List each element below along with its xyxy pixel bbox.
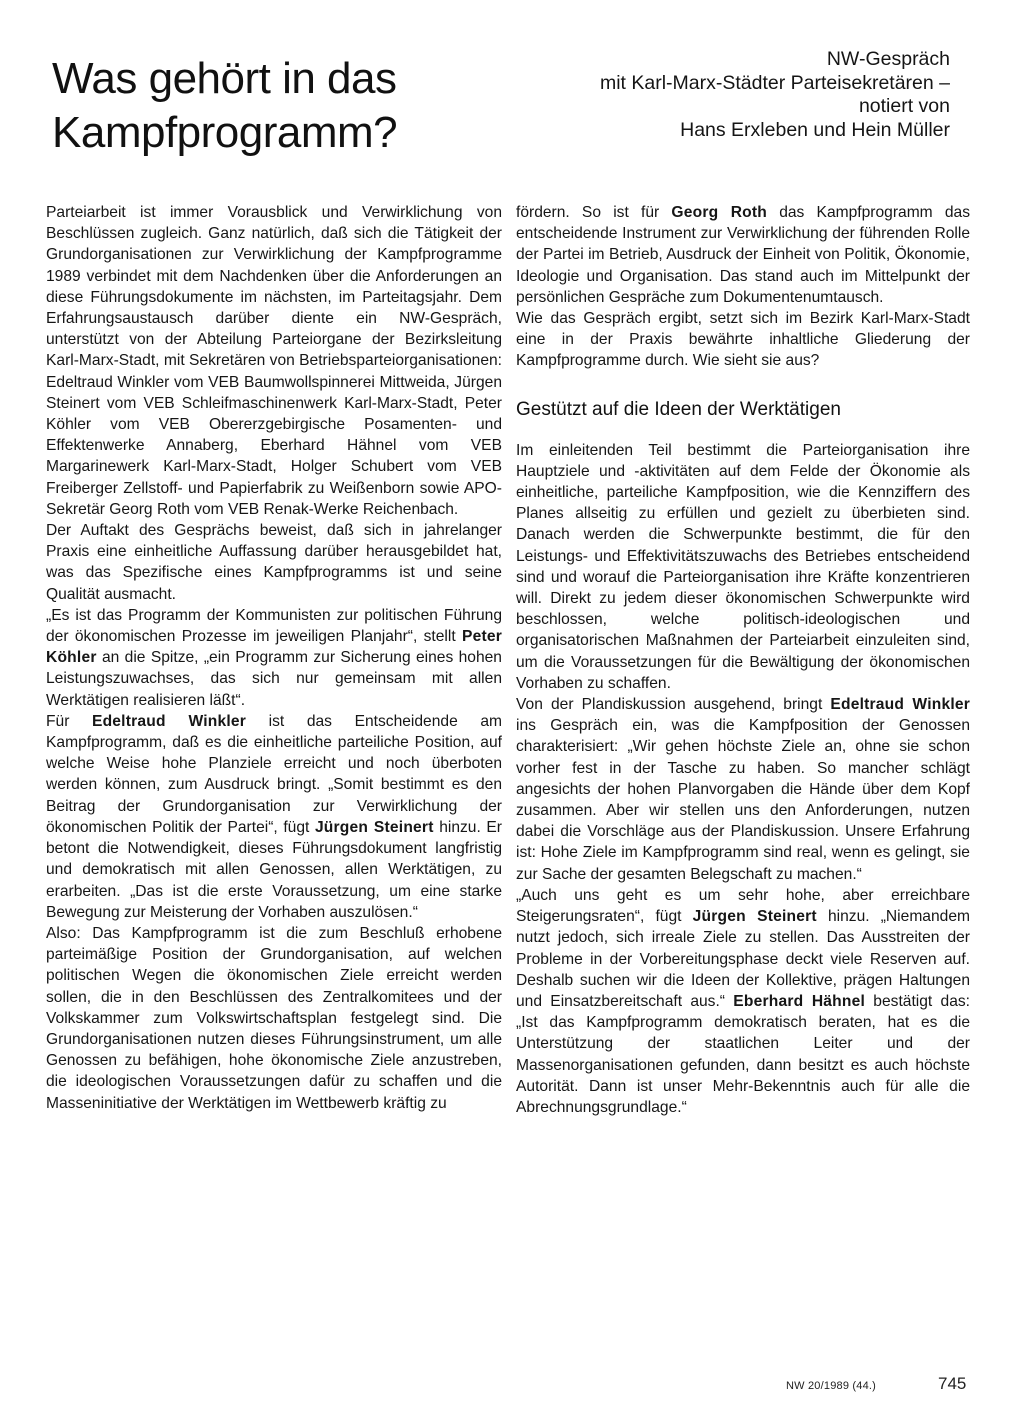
issue-reference: NW 20/1989 (44.): [786, 1380, 877, 1392]
left-paragraph-2: Der Auftakt des Gesprächs beweist, daß sich in jahrelanger Praxis eine einheitliche Auffassung darüber herausgebildet hat, was das Spezifische eines Kampfprogramms ist und seine Qualität ausmacht.: [46, 522, 502, 603]
article-title-line-2: Kampfprogramm?: [52, 108, 398, 157]
right-paragraph-3: Im einleitenden Teil bestimmt die Parteiorganisation ihre Hauptziele und -aktivitäten auf dem Felde der Ökonomie als einheitliche, parteiliche Kampfposition, wie die Kennziffern des Planes allseitig zu erfüllen und gezielt zu überbieten sind. Danach werden die Schwerpunkte bestimmt, die für den Leistungs- und Effektivitätszuwachs des Betriebes entscheidend sind und worauf die Parteiorganisation ihre Kräfte konzentrieren will. Direkt zu jedem dieser ökonomischen Schwerpunkte wird beschlossen, welche politisch-ideologischen und organisatorischen Maßnahmen der Parteiarbeit einzuleiten sind, um die Voraussetzungen für die Bewältigung der ökonomischen Vorhaben zu schaffen.: [516, 441, 970, 692]
right-paragraph-2: Wie das Gespräch ergibt, setzt sich im Bezirk Karl-Marx-Stadt eine in der Praxis bewährte inhaltliche Gliederung der Kampfprogramme durch. Wie sieht sie aus?: [516, 310, 970, 370]
byline-line-1: NW-Gespräch: [826, 48, 950, 70]
right-p1-text-a: fördern. So ist für: [516, 204, 672, 221]
right-paragraph-1: [516, 202, 970, 308]
left-paragraph-4: [46, 711, 502, 923]
article-title-line-1: Was gehört in das: [52, 54, 397, 103]
person-name-juergen-steinert-2: Jürgen Steinert: [692, 908, 817, 926]
right-p5-text-b: hinzu. „Niemandem nutzt jedoch, sich irreale Ziele zu stellen. Das Ausstreiten der Probleme in der Vorbereitungsphase deckt viele Reserven auf. Deshalb suchen wir die Ideen der Kollektive, prägen Haltungen und Einsatzbereitschaft aus.“: [516, 908, 970, 1010]
right-column: [516, 202, 970, 1118]
right-paragraph-5: [516, 885, 970, 1118]
person-name-juergen-steinert: Jürgen Steinert: [314, 818, 434, 836]
left-paragraph-5: Also: Das Kampfprogramm ist die zum Beschluß erhobene parteimäßige Position der Grundorganisation, auf welchen politischen Wegen die ökonomischen Ziele erreicht werden sollen, die in den Beschlüssen des Zentralkomitees und der Volkskammer zum Volkswirtschaftsplan festgelegt sind. Die Grundorganisationen nutzen dieses Führungsinstrument, um alle Genossen zu befähigen, hohe ökonomische Ziele anzustreben, die ideologischen Voraussetzungen dafür zu schaffen und die Masseninitiative der Werktätigen im Wettbewerb kräftig zu: [46, 924, 502, 1112]
left-paragraph-3: [46, 605, 502, 711]
left-column: [46, 202, 502, 1114]
right-p5-text-c: bestätigt das: „Ist das Kampfprogramm demokratisch beraten, hat es die Unterstützung der staatlichen Leiter und der Massenorganisationen gefunden, dann besitzt es auch höchste Autorität. Dann ist unser Mehr-Bekenntnis auch für alle die Abrechnungsgrundlage.“: [516, 992, 970, 1116]
left-paragraph-1: Parteiarbeit ist immer Vorausblick und Verwirklichung von Beschlüssen zugleich. Ganz natürlich, daß sich die Tätigkeit der Grundorganisationen zur Verwirklichung der Kampfprogramme 1989 verbindet mit dem Nachdenken über die Anforderungen an diese Führungsdokumente im nächsten, im Parteitagsjahr. Dem Erfahrungsaustausch darüber diente ein NW-Gespräch, unterstützt von der Abteilung Parteiorgane der Bezirksleitung Karl-Marx-Stadt, mit Sekretären von Betriebsparteiorganisationen: Edeltraud Winkler vom VEB Baumwollspinnerei Mittweida, Jürgen Steinert vom VEB Schleifmaschinenwerk Karl-Marx-Stadt, Peter Köhler vom VEB Obererzgebirgische Posamenten- und Effektenwerke Annaberg, Eberhard Hähnel vom VEB Margarinewerk Karl-Marx-Stadt, Holger Schubert vom VEB Freiberger Zellstoff- und Papierfabrik zu Weißenborn sowie APO-Sekretär Georg Roth vom VEB Renak-Werke Reichenbach.: [46, 204, 502, 518]
byline-line-3: notiert von: [858, 95, 950, 117]
left-p3-text-b: an die Spitze, „ein Programm zur Sicherung eines hohen Leistungszuwachses, das sich nur gemeinsam mit allen Werktätigen realisieren läßt“.: [46, 649, 502, 709]
person-name-edeltraud-winkler: Edeltraud Winkler: [91, 712, 247, 730]
right-p1-text-b: das Kampfprogramm das entscheidende Instrument zur Verwirklichung der führenden Rolle der Partei im Betrieb, Ausdruck der Einheit von Politik, Ökonomie, Ideologie und Organisation. Das stand auch im Mittelpunkt der persönlichen Gespräche zum Dokumentenumtausch.: [516, 204, 971, 306]
person-name-georg-roth: Georg Roth: [671, 204, 768, 221]
left-p3-text-a: „Es ist das Programm der Kommunisten zur politischen Führung der ökonomischen Prozesse im jeweiligen Planjahr“, stellt: [46, 606, 502, 646]
right-paragraph-4: [516, 694, 970, 885]
left-p4-text-c: hinzu. Er betont die Notwendigkeit, dieses Führungsdokument langfristig und demokratisch mit allen Genossen, allen Werktätigen, zu erarbeiten. „Das ist die erste Voraussetzung, um eine starke Bewegung zur Meisterung der Vorhaben auszulösen.“: [46, 818, 502, 921]
right-p4-text-b: ins Gespräch ein, was die Kampfposition der Genossen charakterisiert: „Wir gehen höchste Ziele an, ohne sie schon vorher fest in der Tasche zu haben. So mancher schlägt angesichts der hohen Planvorgaben die Hände über dem Kopf zusammen. Aber wir stellen uns den Anforderungen, nutzen dabei die Vorschläge aus der Plandiskussion. Unsere Erfahrung ist: Hohe Ziele im Kampfprogramm sind real, wenn es gelingt, sie zur Sache der gesamten Belegschaft zu machen.“: [516, 717, 970, 883]
person-name-edeltraud-winkler-2: Edeltraud Winkler: [830, 696, 970, 714]
section-subheading: Gestützt auf die Ideen der Werktätigen: [516, 398, 841, 420]
article-byline: [480, 48, 950, 142]
person-name-eberhard-haehnel: Eberhard Hähnel: [733, 992, 866, 1010]
article-title: [52, 52, 472, 160]
person-name-peter-koehler: Peter Köhler: [46, 628, 502, 667]
byline-line-4: Hans Erxleben und Hein Müller: [680, 118, 950, 141]
right-p5-text-a: „Auch uns geht es um sehr hohe, aber erreichbare Steigerungsraten“, fügt: [516, 886, 970, 926]
byline-line-2: mit Karl-Marx-Städter Parteisekretären –: [599, 71, 950, 94]
page-number: 745: [938, 1374, 967, 1393]
left-p4-text-a: Für: [46, 712, 92, 730]
right-p4-text-a: Von der Plandiskussion ausgehend, bringt: [516, 696, 831, 714]
left-p4-text-b: ist das Entscheidende am Kampfprogramm, daß es die einheitliche parteiliche Position, auf welche Weise hohe Planziele erreicht und noch überboten werden können, zum Ausdruck bringt. „Somit bestimmt es den Beitrag der Grundorganisation zur Verwirklichung der ökonomischen Politik der Partei“, fügt: [46, 712, 502, 836]
